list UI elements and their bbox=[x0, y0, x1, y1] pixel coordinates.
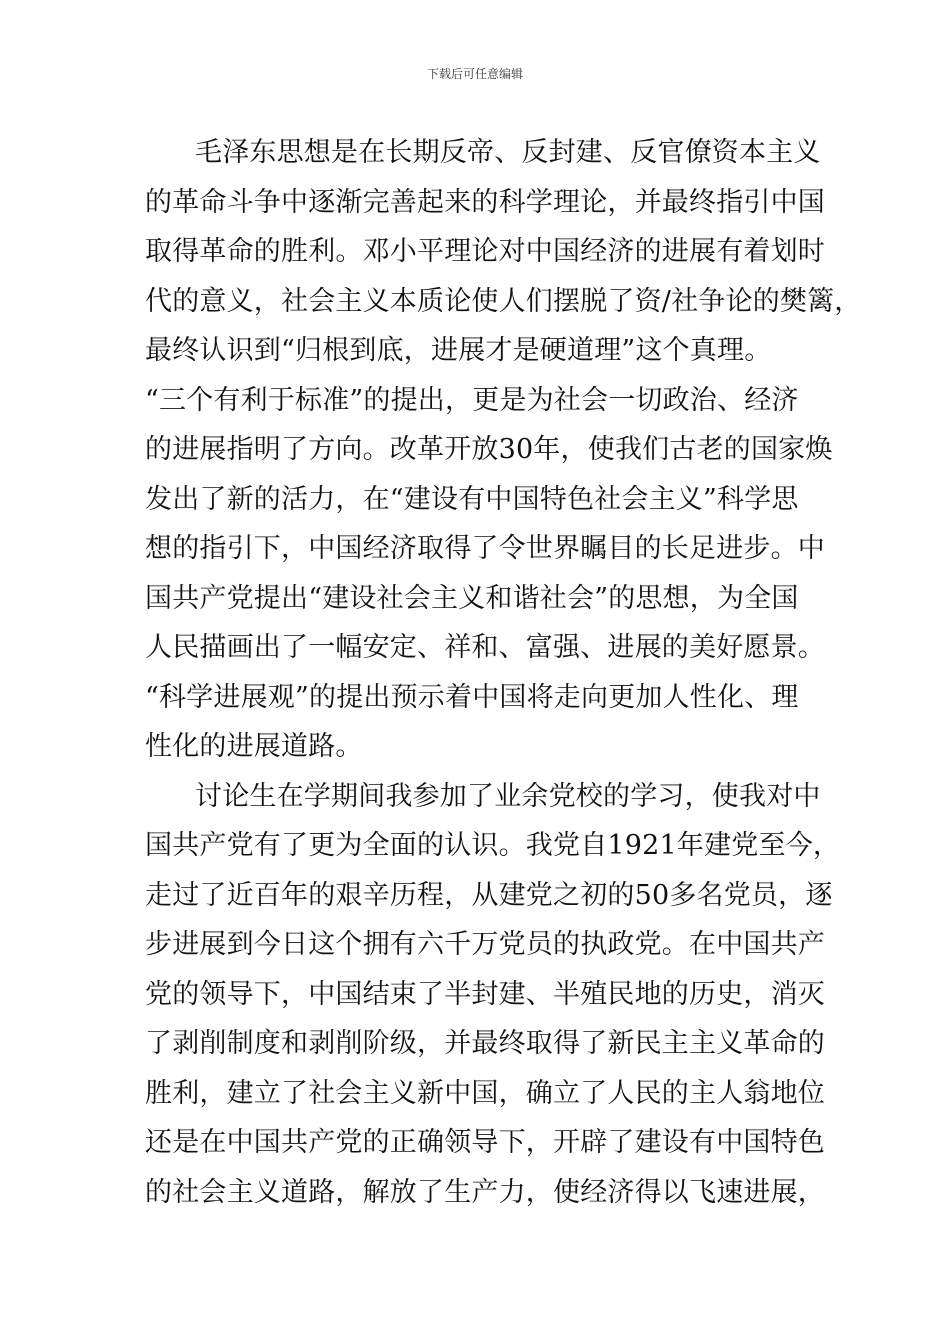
text-line: “三个有利于标准”的提出，更是为社会一切政治、经济 bbox=[145, 384, 799, 416]
text-line: 党的领导下，中国结束了半封建、半殖民地的历史，消灭 bbox=[145, 978, 825, 1010]
text-line: “科学进展观”的提出预示着中国将走向更加人性化、理 bbox=[145, 681, 799, 713]
text-line: 性化的进展道路。 bbox=[145, 731, 363, 762]
text-line: 的社会主义道路，解放了生产力，使经济得以飞速进展， bbox=[145, 1176, 825, 1208]
text-line: 了剥削制度和剥削阶级，并最终取得了新民主主义革命的 bbox=[145, 1028, 825, 1059]
text-line: 取得革命的胜利。邓小平理论对中国经济的进展有着划时 bbox=[145, 236, 825, 267]
text-line: 还是在中国共产党的正确领导下，开辟了建设有中国特色 bbox=[145, 1127, 825, 1158]
text-line: 胜利，建立了社会主义新中国，确立了人民的主人翁地位 bbox=[145, 1077, 825, 1109]
text-line: 走过了近百年的艰辛历程，从建党之初的50多名党员，逐 bbox=[145, 879, 833, 911]
text-line: 代的意义，社会主义本质论使人们摆脱了资/社争论的樊篱， bbox=[145, 285, 862, 317]
page-header: 下载后可任意编辑 bbox=[426, 67, 523, 81]
paragraph-1 bbox=[145, 128, 862, 772]
text-line: 的进展指明了方向。改革开放30年，使我们古老的国家焕 bbox=[145, 434, 833, 465]
text-line: 步进展到今日这个拥有六千万党员的执政党。在中国共产 bbox=[145, 929, 825, 960]
text-line: 人民描画出了一幅安定、祥和、富强、进展的美好愿景。 bbox=[145, 632, 825, 663]
text-line: 发出了新的活力，在“建设有中国特色社会主义”科学思 bbox=[145, 483, 799, 515]
text-line: 想的指引下，中国经济取得了令世界瞩目的长足进步。中 bbox=[145, 533, 825, 564]
text-line: 毛泽东思想是在长期反帝、反封建、反官僚资本主义 bbox=[195, 137, 821, 168]
text-line: 的革命斗争中逐渐完善起来的科学理论，并最终指引中国 bbox=[145, 186, 825, 218]
text-line: 国共产党有了更为全面的认识。我党自1921年建党至今， bbox=[145, 830, 841, 861]
document-body bbox=[145, 128, 862, 1217]
text-line: 讨论生在学期间我参加了业余党校的学习，使我对中 bbox=[195, 780, 821, 812]
text-line: 最终认识到“归根到底，进展才是硬道理”这个真理。 bbox=[145, 335, 772, 366]
text-line: 国共产党提出“建设社会主义和谐社会”的思想，为全国 bbox=[145, 582, 799, 614]
paragraph-2 bbox=[145, 772, 841, 1218]
